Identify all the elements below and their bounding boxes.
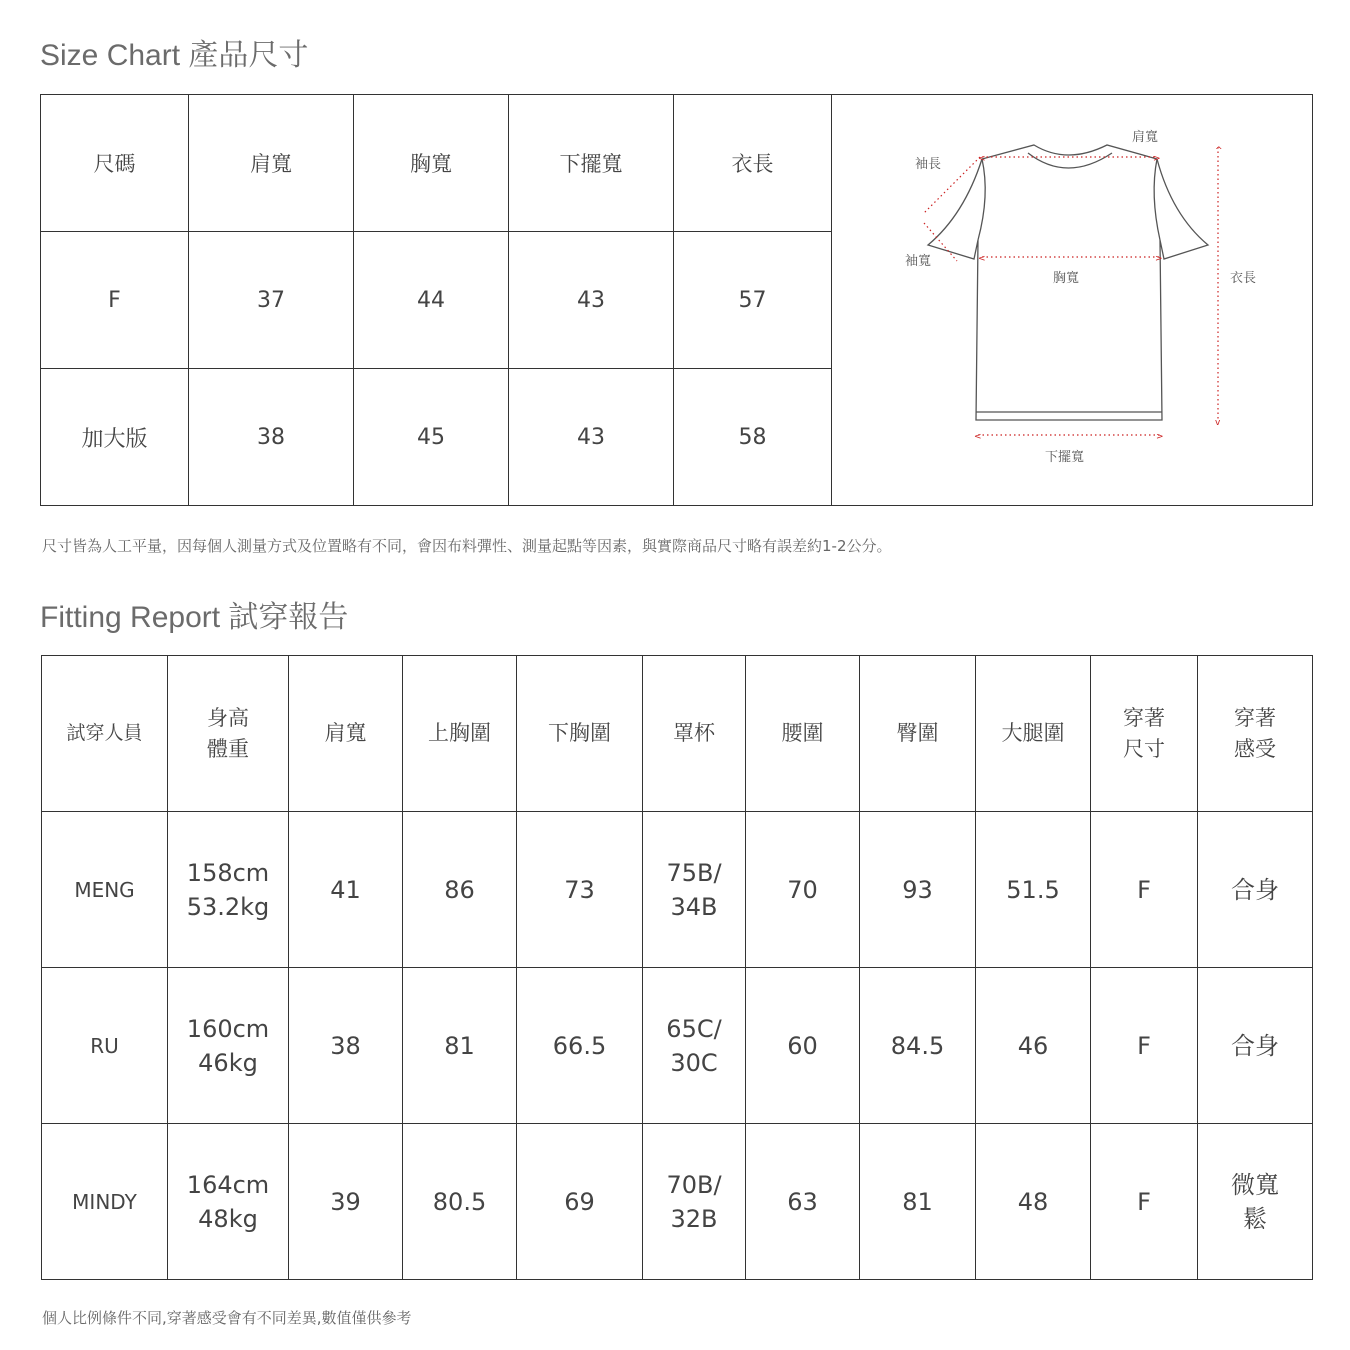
under-bust-cell: 73 bbox=[517, 812, 643, 968]
diagram-label-length: 衣長 bbox=[1230, 271, 1257, 286]
wear-feel-cell: 合身 bbox=[1198, 812, 1313, 968]
header-tester: 試穿人員 bbox=[42, 656, 168, 812]
header-hem: 下擺寬 bbox=[509, 95, 674, 232]
thigh-cell: 51.5 bbox=[976, 812, 1091, 968]
arrow-glyph: < bbox=[978, 254, 986, 264]
header-size: 尺碼 bbox=[41, 95, 189, 232]
hip-cell: 93 bbox=[860, 812, 976, 968]
size-header-row bbox=[41, 95, 1313, 232]
arrow-glyph: > bbox=[1156, 432, 1164, 442]
fitting-report-table bbox=[41, 655, 1313, 1280]
height-weight-cell: 164cm 48kg bbox=[168, 1124, 289, 1280]
under-bust-cell: 69 bbox=[517, 1124, 643, 1280]
diagram-label-sleeve-width: 袖寬 bbox=[905, 254, 932, 269]
thigh-cell: 48 bbox=[976, 1124, 1091, 1280]
waist-cell: 60 bbox=[746, 968, 860, 1124]
tester-name: RU bbox=[42, 968, 168, 1124]
arrow-glyph: ^ bbox=[1215, 146, 1223, 156]
under-bust-cell: 66.5 bbox=[517, 968, 643, 1124]
height-weight-cell: 158cm 53.2kg bbox=[168, 812, 289, 968]
shoulder-cell: 41 bbox=[289, 812, 403, 968]
shoulder-cell: 37 bbox=[189, 232, 354, 369]
hip-cell: 81 bbox=[860, 1124, 976, 1280]
header-length: 衣長 bbox=[674, 95, 832, 232]
fit-row-ru bbox=[42, 968, 1313, 1124]
length-cell: 58 bbox=[674, 369, 832, 506]
shoulder-cell: 38 bbox=[289, 968, 403, 1124]
diagram-label-shoulder: 肩寬 bbox=[1132, 130, 1159, 145]
fitting-report-title: Fitting Report 試穿報告 bbox=[40, 601, 349, 634]
header-waist: 腰圍 bbox=[746, 656, 860, 812]
arrow-glyph: > bbox=[1153, 154, 1161, 164]
tshirt-left-seam bbox=[978, 159, 985, 240]
wear-feel-cell: 合身 bbox=[1198, 968, 1313, 1124]
chest-cell: 45 bbox=[354, 369, 509, 506]
wear-size-cell: F bbox=[1091, 1124, 1198, 1280]
upper-bust-cell: 80.5 bbox=[403, 1124, 517, 1280]
header-shoulder: 肩寬 bbox=[189, 95, 354, 232]
shoulder-cell: 38 bbox=[189, 369, 354, 506]
length-cell: 57 bbox=[674, 232, 832, 369]
upper-bust-cell: 86 bbox=[403, 812, 517, 968]
header-under-bust: 下胸圍 bbox=[517, 656, 643, 812]
size-chart-note: 尺寸皆為人工平量，因每個人測量方式及位置略有不同，會因布料彈性、測量起點等因素，與實際商品尺寸略有誤差約1-2公分。 bbox=[42, 537, 892, 555]
tshirt-diagram bbox=[832, 95, 1310, 504]
fit-row-meng bbox=[42, 812, 1313, 968]
header-shoulder: 肩寬 bbox=[289, 656, 403, 812]
arrow-glyph: v bbox=[1215, 418, 1221, 428]
header-chest: 胸寬 bbox=[354, 95, 509, 232]
cup-cell: 75B/ 34B bbox=[643, 812, 746, 968]
header-thigh: 大腿圍 bbox=[976, 656, 1091, 812]
tester-name: MINDY bbox=[42, 1124, 168, 1280]
fit-row-mindy bbox=[42, 1124, 1313, 1280]
tshirt-right-seam bbox=[1154, 159, 1160, 240]
header-height-weight: 身高 體重 bbox=[168, 656, 289, 812]
shoulder-cell: 39 bbox=[289, 1124, 403, 1280]
header-wear-size: 穿著 尺寸 bbox=[1091, 656, 1198, 812]
arrow-glyph: < bbox=[978, 154, 986, 164]
header-cup: 罩杯 bbox=[643, 656, 746, 812]
size-chart-title: Size Chart 產品尺寸 bbox=[40, 39, 309, 72]
wear-size-cell: F bbox=[1091, 812, 1198, 968]
header-hip: 臀圍 bbox=[860, 656, 976, 812]
size-cell: F bbox=[41, 232, 189, 369]
header-wear-feel: 穿著 感受 bbox=[1198, 656, 1313, 812]
upper-bust-cell: 81 bbox=[403, 968, 517, 1124]
cup-cell: 70B/ 32B bbox=[643, 1124, 746, 1280]
tester-name: MENG bbox=[42, 812, 168, 968]
waist-cell: 63 bbox=[746, 1124, 860, 1280]
chest-cell: 44 bbox=[354, 232, 509, 369]
wear-size-cell: F bbox=[1091, 968, 1198, 1124]
size-chart-table bbox=[40, 94, 1313, 506]
diagram-label-sleeve-length: 袖長 bbox=[915, 157, 942, 172]
wear-feel-cell: 微寬 鬆 bbox=[1198, 1124, 1313, 1280]
waist-cell: 70 bbox=[746, 812, 860, 968]
hip-cell: 84.5 bbox=[860, 968, 976, 1124]
fit-header-row bbox=[42, 656, 1313, 812]
hem-cell: 43 bbox=[509, 369, 674, 506]
fitting-report-note: 個人比例條件不同,穿著感受會有不同差異,數值僅供參考 bbox=[42, 1309, 412, 1327]
diagram-label-hem: 下擺寬 bbox=[1045, 450, 1085, 465]
arrow-glyph: > bbox=[1155, 254, 1163, 264]
thigh-cell: 46 bbox=[976, 968, 1091, 1124]
header-upper-bust: 上胸圍 bbox=[403, 656, 517, 812]
arrow-glyph: < bbox=[974, 432, 982, 442]
height-weight-cell: 160cm 46kg bbox=[168, 968, 289, 1124]
hem-cell: 43 bbox=[509, 232, 674, 369]
tshirt-diagram-cell bbox=[832, 95, 1313, 506]
size-cell: 加大版 bbox=[41, 369, 189, 506]
cup-cell: 65C/ 30C bbox=[643, 968, 746, 1124]
diagram-label-chest: 胸寬 bbox=[1053, 271, 1080, 286]
